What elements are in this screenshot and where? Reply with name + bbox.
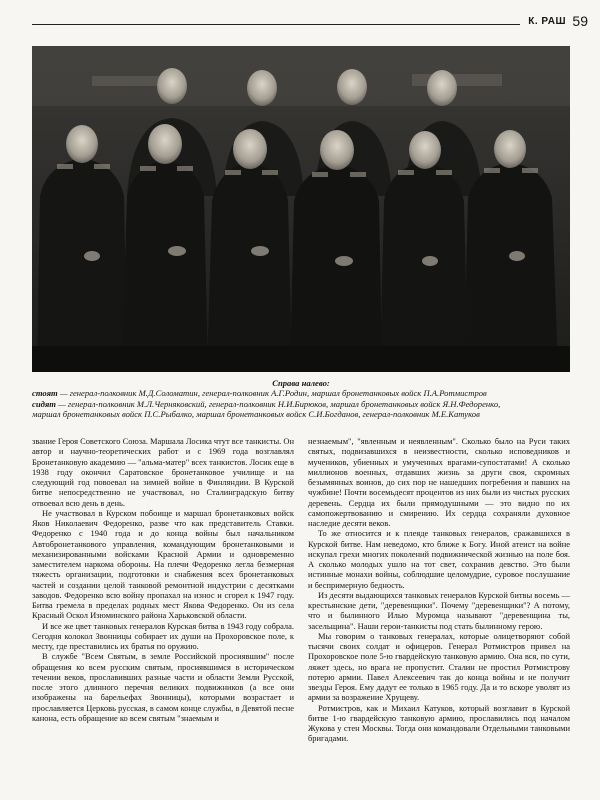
caption-standing-label: стоят <box>32 388 58 399</box>
paragraph: Не участвовал в Курском побоище и маршал бронетанковых войск Яков Николаевич Федоренко, разве что как представитель Ставки. Федоренко с 1940 года и до конца войны был начальником Автобронетанкового управления, командующим бронетанковыми и механизированными войсками Красной Армии и одновременно заместителем наркома обороны. На плечи Федоренко легла безмерная тяжесть организации, подготовки и снабжения всех бронетанковых частей и создании целой танковой ремонтной индустрии с десятками заводов. Федоренко всю войну пропахал на износ и сгорел к 1947 году. Битва гремела в пределах родных мест Якова Федоренко. Он из села Красный Оскол Изюминского района Харьковской области. <box>32 507 294 621</box>
paragraph: Мы говорим о танковых генералах, которые олицетворяют собой тысячи своих солдат и офицеров. Генерал Ротмистров привел на Прохоровское поле 5-ю гвардейскую танковую армию. Она вся, по сути, ляжет здесь, но врага не пропустит. Сталин не простил Ротмистрову потерю армии. Павел Алексеевич так до конца войны и не получит звезды Героя. Ему дадут ее только в 1965 году. Да и то вскоре уволят из армии за возражение Хрущеву. <box>308 630 570 703</box>
group-portrait-photo <box>32 46 570 372</box>
column-left <box>32 436 294 796</box>
caption-standing-text: — генерал-полковник М.Д.Соломатин, генерал-полковник А.Г.Родин, маршал бронетанковых войск П.А.Ротмистров <box>57 388 487 399</box>
paragraph: незнаемым", "явленным и неявленным". Сколько было на Руси таких святых, подвизавшихся в неизвестности, сколько исповедников и мучеников, убиенных и умученных врагами-супостатами! А сколько миллионов военных, отдавших жизнь за други своя, скромных безымянных воинов, до сих пор не нашедших погребения и павших на чужбине! Почти восемьдесят процентов из них были из чистых русских деревень. Сердца их были прямодушными — это видно по их самопожертвованию и смирению. Их сердца сохраняли духовное наследие десяти веков. <box>308 436 570 528</box>
photo-caption <box>32 378 570 420</box>
column-right <box>308 436 570 796</box>
caption-standing <box>32 388 570 398</box>
photo-illustration <box>32 46 570 372</box>
caption-sitting-label: сидят <box>32 398 56 409</box>
caption-sitting-text: — генерал-полковник М.Л.Черняковский, генерал-полковник Н.И.Бирюков, маршал бронетанковых войск Я.Н.Федоренко, <box>55 398 501 409</box>
paragraph: То же относится и к плеяде танковых генералов, сражавшихся в Курской битве. Нам неведомо, кто ближе к Богу. Иной атеист на войне искупал грехи многих поколений подвижнической жизнью на поле боя. А сколько молодых ушло на тот свет, сохранив девство. Это были истинные монахи войны, соблюдшие целомудрие, суровое послушание и беспримерную бедность. <box>308 528 570 590</box>
paragraph: звание Героя Советского Союза. Маршала Лосика чтут все танкисты. Он автор и научно-теоретических работ и с 1969 года возглавлял Бронетанковую академию — "альма-матер" всех танкистов. Лосик еще в 1938 году окончил Саратовское бронетанковое училище и на следующий год повоевал на зимней войне в Финляндии. В Курской битве непосредственно не участвовал, но Сталинградскую битву отвоевал всю день в день. <box>32 436 294 508</box>
caption-sitting-line2: маршал бронетанковых войск П.С.Рыбалко, маршал бронетанковых войск С.И.Богданов, генерал-полковник М.Е.Катуков <box>32 409 480 420</box>
paragraph: Ротмистров, как и Михаил Катуков, который возглавит в Курской битве 1-ю гвардейскую танковую армию, прославились под началом Жукова у стен Москвы. Тогда они командовали Отдельными танковыми бригадами. <box>308 702 570 744</box>
page-number: 59 <box>572 13 588 29</box>
article-body <box>32 436 570 796</box>
paragraph: И все же цвет танковых генералов Курская битва в 1943 году собрала. Сегодня колокол Звонницы собирает их души на Прохоровское поле, к месту, где преставились их братья по оружию. <box>32 620 294 651</box>
magazine-title: К. РАШ <box>528 16 566 27</box>
running-header <box>32 13 588 32</box>
paragraph: Из десяти выдающихся танковых генералов Курской битвы восемь — крестьянские дети, "деревенщики". Почему "деревенщики"? А потому, что и былинного Илью Муромца называют "деревенщина ты, засельщина". Наши герои-танкисты под стать былинному герою. <box>308 589 570 631</box>
header-rule <box>32 24 520 25</box>
caption-title: Справа налево: <box>272 378 330 388</box>
paragraph: В службе "Всем Святым, в земле Российской просиявшим" после обращения ко всем русским святым, просиявшимся в историческом течении веков, прославивших разные части и области Земли Русской, после этого длинного перечня великих подвижников (а все они изображены на барельефах Звонницы), которыми возрастает и прославляется Церковь русская, в самом конце службы, в Девятой песне канона, есть обращение ко всем святым "знаемым и <box>32 651 294 723</box>
caption-sitting <box>32 399 570 409</box>
